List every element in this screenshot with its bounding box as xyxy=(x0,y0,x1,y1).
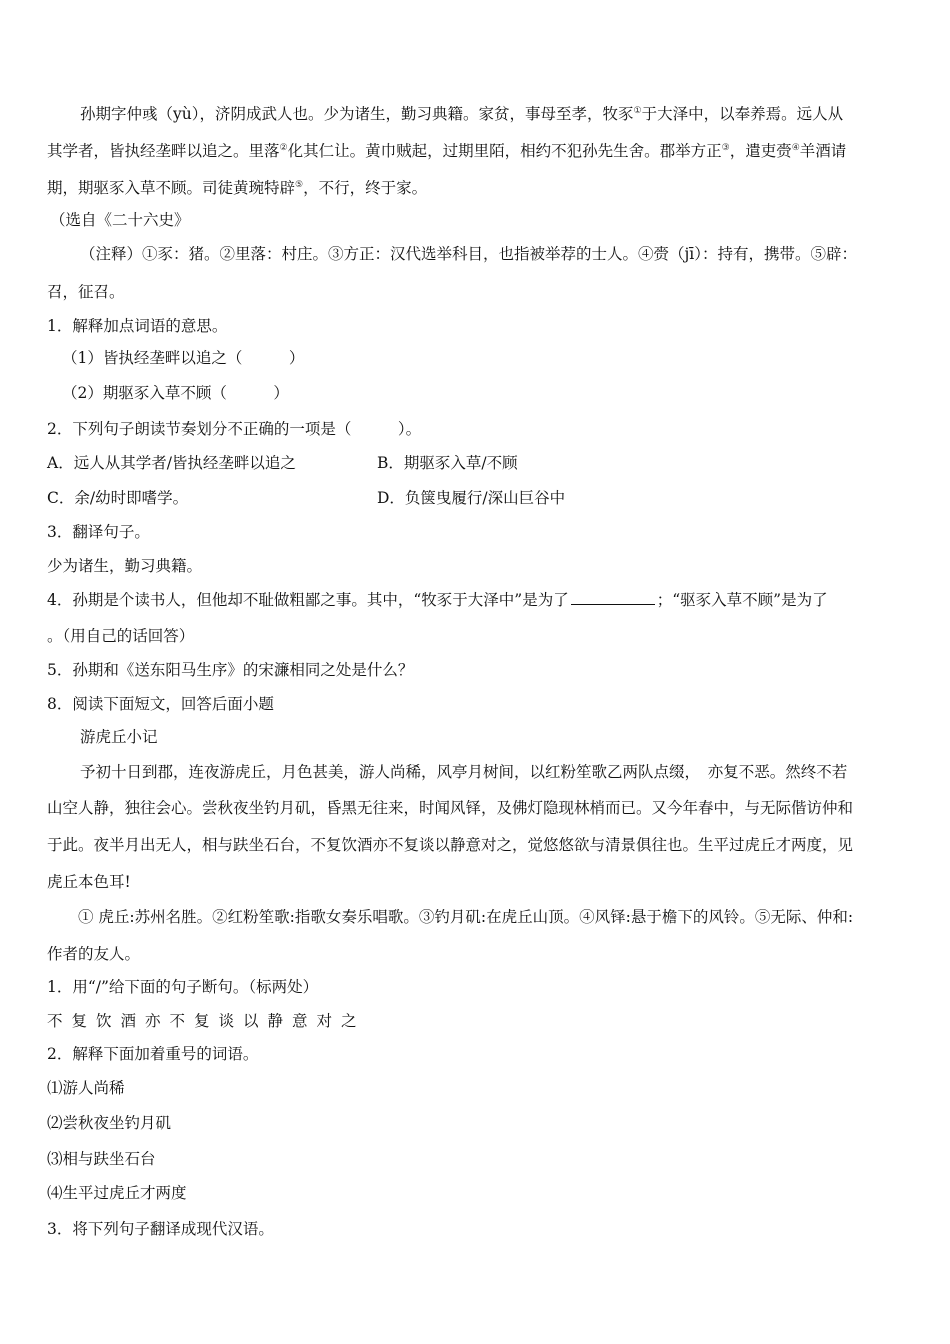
option-b: B．期驱豕入草/不顾 xyxy=(377,454,518,472)
question-1-item-2: （2）期驱豕入草不顾（ ） xyxy=(62,384,289,402)
passage-line-2: 其学者，皆执经垄畔以追之。里落②化其仁让。黄巾贼起，过期里陌，相约不犯孙先生舍。郡举方正③，遣吏赍④羊酒请 xyxy=(47,142,847,160)
article-line-4: 虎丘本色耳! xyxy=(47,873,131,891)
option-d: D．负箧曳履行/深山巨谷中 xyxy=(377,489,566,507)
passage-notes-1: （注释）①豕：猪。②里落：村庄。③方正：汉代选举科目，也指被举荐的士人。④赍（jī）：持有，携带。⑤辟： xyxy=(80,245,858,263)
article-notes-1: ① 虎丘:苏州名胜。②红粉笙歌:指歌女奏乐唱歌。③钓月矶:在虎丘山顶。④风铎:悬于檐下的风铃。⑤无际、仲和: xyxy=(78,908,854,926)
question-4: 4．孙期是个读书人，但他却不耻做粗鄙之事。其中，“牧豕于大泽中”是为了 ；“驱豕入草不顾”是为了 xyxy=(47,591,828,609)
passage-line-3: 期，期驱豕入草不顾。司徒黄琬特辟⑤，不行，终于家。 xyxy=(47,179,428,197)
option-a: A．远人从其学者/皆执经垄畔以追之 xyxy=(47,454,296,472)
question-1: 1．解释加点词语的意思。 xyxy=(47,317,228,335)
question-1-item-1: （1）皆执经垄畔以追之（ ） xyxy=(62,349,305,367)
question-5: 5．孙期和《送东阳马生序》的宋濂相同之处是什么？ xyxy=(47,661,414,679)
section-8-question-1: 1．用“/”给下面的句子断句。（标两处） xyxy=(47,978,319,996)
article-line-3: 于此。夜半月出无人，相与趺坐石台，不复饮酒亦不复谈以静意对之，觉悠悠欲与清景俱往也。生平过虎丘才两度，见 xyxy=(47,836,854,854)
article-notes-2: 作者的友人。 xyxy=(47,945,141,963)
question-4-end: 。（用自己的话回答） xyxy=(47,627,195,645)
section-8-question-2-item-2: ⑵尝秋夜坐钓月矶 xyxy=(47,1114,172,1132)
answer-blank[interactable] xyxy=(571,590,655,605)
question-3-sentence: 少为诸生，勤习典籍。 xyxy=(47,557,203,575)
section-8-question-2-item-3: ⑶相与趺坐石台 xyxy=(47,1150,156,1168)
question-2: 2．下列句子朗读节奏划分不正确的一项是（ ）。 xyxy=(47,420,422,438)
article-line-1: 予初十日到郡，连夜游虎丘，月色甚美，游人尚稀，风亭月树间，以红粉笙歌乙两队点缀， 亦复不恶。然终不若 xyxy=(80,763,848,781)
section-8-question-2-item-1: ⑴游人尚稀 xyxy=(47,1079,125,1097)
section-8-question-2-item-4: ⑷生平过虎丘才两度 xyxy=(47,1184,187,1202)
section-8-header: 8．阅读下面短文，回答后面小题 xyxy=(47,695,274,713)
passage-line-1: 孙期字仲彧（yù），济阴成武人也。少为诸生，勤习典籍。家贫，事母至孝，牧豕①于大泽中，以奉养焉。远人从 xyxy=(80,105,844,123)
passage-source: （选自《二十六史》 xyxy=(50,211,190,229)
section-8-question-2: 2．解释下面加着重号的词语。 xyxy=(47,1045,259,1063)
section-8-question-3: 3．将下列句子翻译成现代汉语。 xyxy=(47,1220,274,1238)
question-3: 3．翻译句子。 xyxy=(47,523,150,541)
article-title: 游虎丘小记 xyxy=(80,728,158,746)
section-8-question-1-text: 不复饮酒亦不复谈以静意对之 xyxy=(47,1012,366,1030)
option-c: C．余/幼时即嗜学。 xyxy=(47,489,189,507)
article-line-2: 山空人静，独往会心。尝秋夜坐钓月矶，昏黑无往来，时闻风铎，及佛灯隐现林梢而已。又今年春中，与无际偕访仲和 xyxy=(47,799,854,817)
passage-notes-2: 召，征召。 xyxy=(47,283,125,301)
